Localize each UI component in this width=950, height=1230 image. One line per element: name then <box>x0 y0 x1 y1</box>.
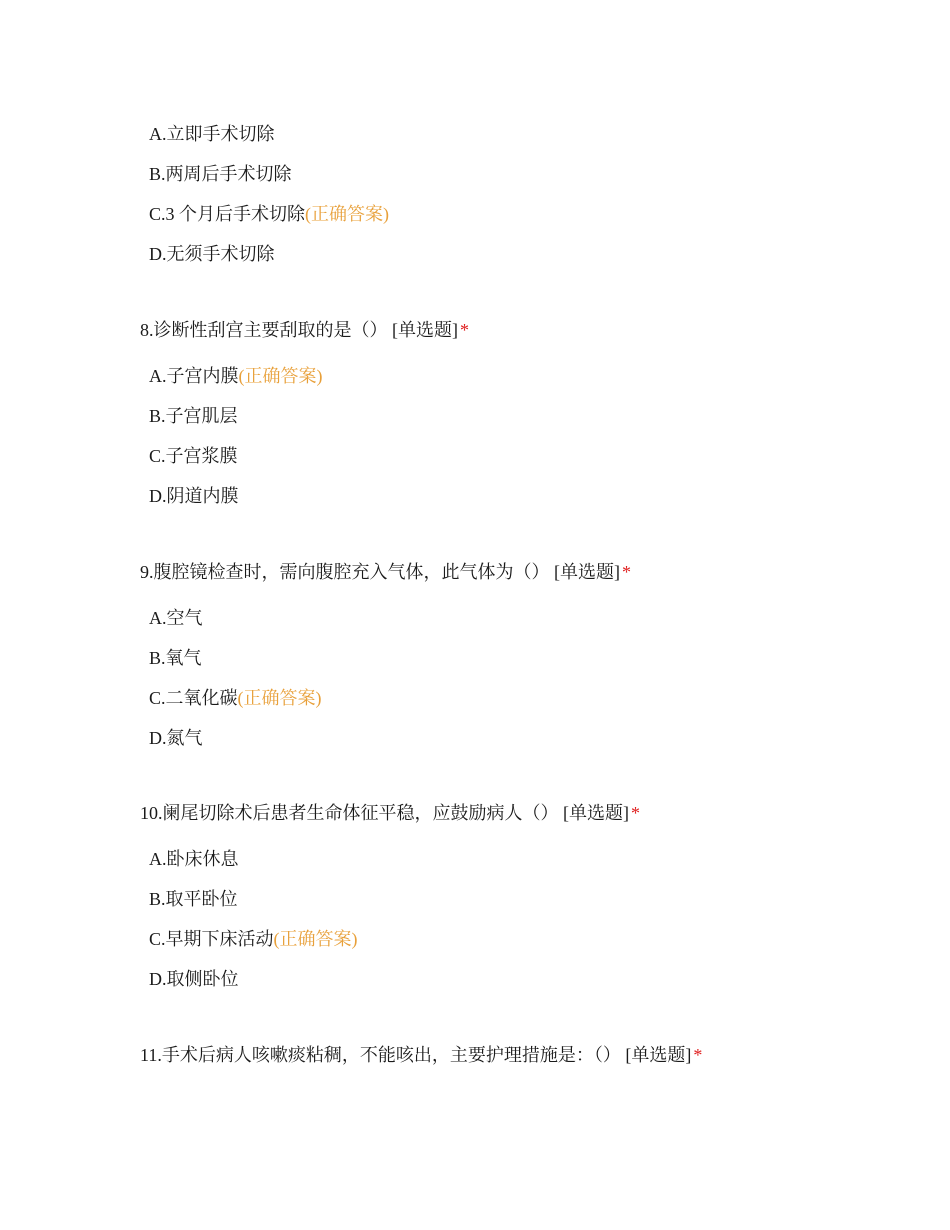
correct-answer-tag: (正确答案) <box>237 688 322 708</box>
question-text: 10.阑尾切除术后患者生命体征平稳，应鼓励病人（） [单选题] <box>140 803 629 823</box>
correct-answer-tag: (正确答案) <box>238 366 323 386</box>
option-d[interactable] <box>149 726 203 750</box>
option-d[interactable] <box>149 242 275 266</box>
option-text: D.氮气 <box>149 728 203 748</box>
question-11-title <box>140 1043 702 1067</box>
option-d[interactable] <box>149 967 239 991</box>
option-text: D.阴道内膜 <box>149 486 239 506</box>
option-text: A.卧床休息 <box>149 849 239 869</box>
option-text: A.子宫内膜 <box>149 366 239 386</box>
option-text: A.空气 <box>149 608 203 628</box>
option-a[interactable] <box>149 364 323 388</box>
question-8-title <box>140 318 469 342</box>
option-b[interactable] <box>149 646 202 670</box>
option-text: C.二氧化碳 <box>149 688 238 708</box>
option-a[interactable] <box>149 122 275 146</box>
required-marker: * <box>460 320 469 340</box>
required-marker: * <box>693 1045 703 1065</box>
question-9-title <box>140 560 631 584</box>
option-text: B.两周后手术切除 <box>149 164 292 184</box>
option-text: B.取平卧位 <box>149 889 238 909</box>
option-b[interactable] <box>149 404 238 428</box>
required-marker: * <box>622 562 631 582</box>
option-c[interactable] <box>149 202 389 226</box>
required-marker: * <box>631 803 640 823</box>
option-a[interactable] <box>149 847 239 871</box>
question-text: 9.腹腔镜检查时，需向腹腔充入气体，此气体为（） [单选题] <box>140 562 620 582</box>
correct-answer-tag: (正确答案) <box>273 929 358 949</box>
option-b[interactable] <box>149 887 238 911</box>
option-text: D.无须手术切除 <box>149 244 275 264</box>
option-c[interactable] <box>149 927 358 951</box>
option-text: C.3 个月后手术切除 <box>149 204 306 224</box>
question-text: 11.手术后病人咳嗽痰粘稠，不能咳出，主要护理措施是：（） [单选题] <box>140 1045 692 1065</box>
option-text: C.早期下床活动 <box>149 929 274 949</box>
option-c[interactable] <box>149 686 322 710</box>
option-text: A.立即手术切除 <box>149 124 275 144</box>
correct-answer-tag: (正确答案) <box>305 204 390 224</box>
option-a[interactable] <box>149 606 203 630</box>
option-b[interactable] <box>149 162 292 186</box>
question-10-title <box>140 801 640 825</box>
option-text: B.子宫肌层 <box>149 406 238 426</box>
question-text: 8.诊断性刮宫主要刮取的是（） [单选题] <box>140 320 458 340</box>
option-text: B.氧气 <box>149 648 202 668</box>
option-c[interactable] <box>149 444 238 468</box>
option-text: C.子宫浆膜 <box>149 446 238 466</box>
option-text: D.取侧卧位 <box>149 969 239 989</box>
option-d[interactable] <box>149 484 239 508</box>
